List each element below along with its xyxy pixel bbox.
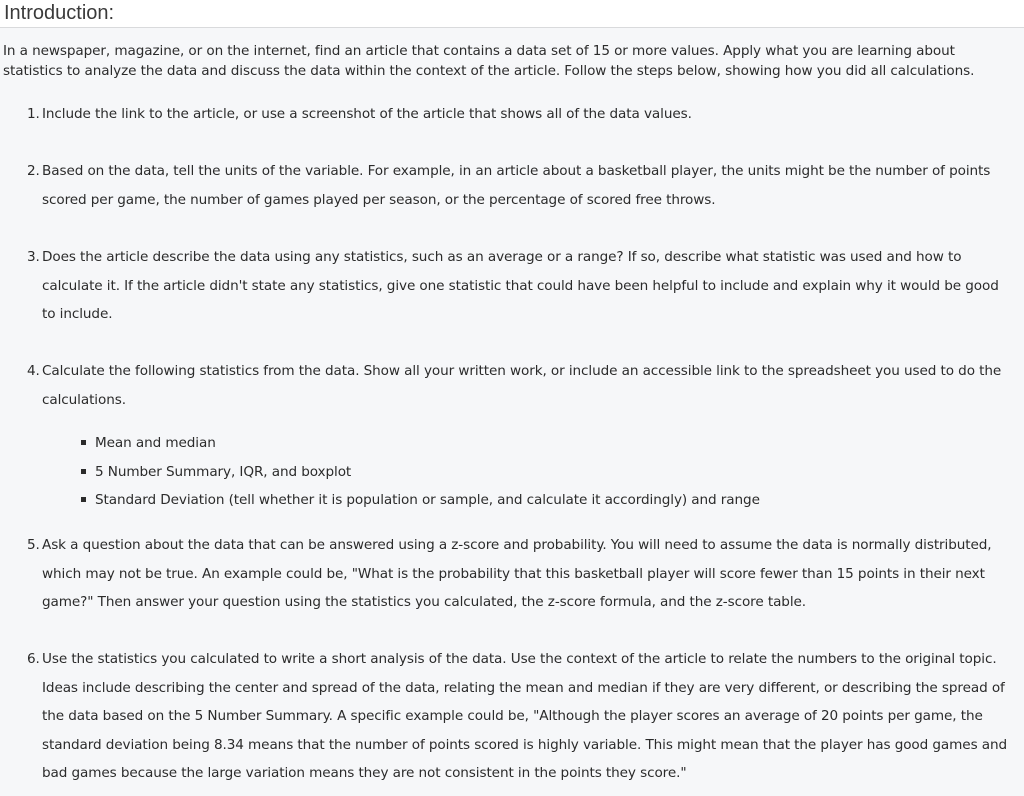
bullet-square-icon: [81, 440, 86, 445]
step-text: Calculate the following statistics from the data. Show all your written work, or include an accessible link to the spreadsheet you used to do the calculations.: [42, 363, 1002, 408]
page-title: Introduction:: [4, 2, 115, 24]
step-item: [27, 357, 1012, 414]
bullet-item: [95, 490, 760, 510]
title-bar: [0, 0, 1024, 28]
step-item: [27, 100, 1012, 129]
bullet-square-icon: [81, 469, 86, 474]
step-text: Use the statistics you calculated to write a short analysis of the data. Use the context of the article to relate the numbers to the original topic. Ideas include describing the center and spread of the data, relating the mean and median if they are very different, or describing the spread of the data based on the 5 Number Summary. A specific example could be, "Although the player scores an average of 20 points per game, the standard deviation being 8.34 means that the number of points scored is highly variable. This might mean that the player has good games and bad games because the large variation means they are not consistent in the points they score.": [42, 651, 1008, 782]
step-number: 1.: [27, 106, 40, 122]
step-number: 3.: [27, 249, 40, 265]
bullet-square-icon: [81, 497, 86, 502]
bullet-item: [95, 433, 216, 453]
bullet-item: [95, 462, 351, 482]
step-item: [27, 645, 1012, 788]
bullet-text: Mean and median: [95, 435, 216, 451]
intro-paragraph: In a newspaper, magazine, or on the internet, find an article that contains a data set of 15 or more values. Apply what you are learning about statistics to analyze the data and discuss the data within the context of the article. Follow the steps below, showing how you did all calculations.: [3, 43, 975, 79]
step-item: [27, 157, 1012, 214]
step-text: Based on the data, tell the units of the variable. For example, in an article about a basketball player, the units might be the number of points scored per game, the number of games played per season, or the percentage of scored free throws.: [42, 163, 991, 208]
step-item: [27, 531, 1012, 617]
bullet-text: 5 Number Summary, IQR, and boxplot: [95, 464, 352, 480]
step-item: [27, 243, 1012, 329]
step-number: 5.: [27, 537, 40, 553]
step-number: 6.: [27, 651, 40, 667]
step-number: 4.: [27, 363, 40, 379]
step-text: Ask a question about the data that can be answered using a z-score and probability. You will need to assume the data is normally distributed, which may not be true. An example could be, "What is the probability that this basketball player will score fewer than 15 points in their next game?" Then answer your question using the statistics you calculated, the z-score formula, and the z-score table.: [42, 537, 992, 611]
bullet-text: Standard Deviation (tell whether it is population or sample, and calculate it accordingly) and range: [95, 492, 760, 508]
step-text: Include the link to the article, or use a screenshot of the article that shows all of the data values.: [42, 106, 692, 122]
step-text: Does the article describe the data using any statistics, such as an average or a range? If so, describe what statistic was used and how to calculate it. If the article didn't state any statistics, give one statistic that could have been helpful to include and explain why it would be good to include.: [42, 249, 999, 323]
step-number: 2.: [27, 163, 40, 179]
